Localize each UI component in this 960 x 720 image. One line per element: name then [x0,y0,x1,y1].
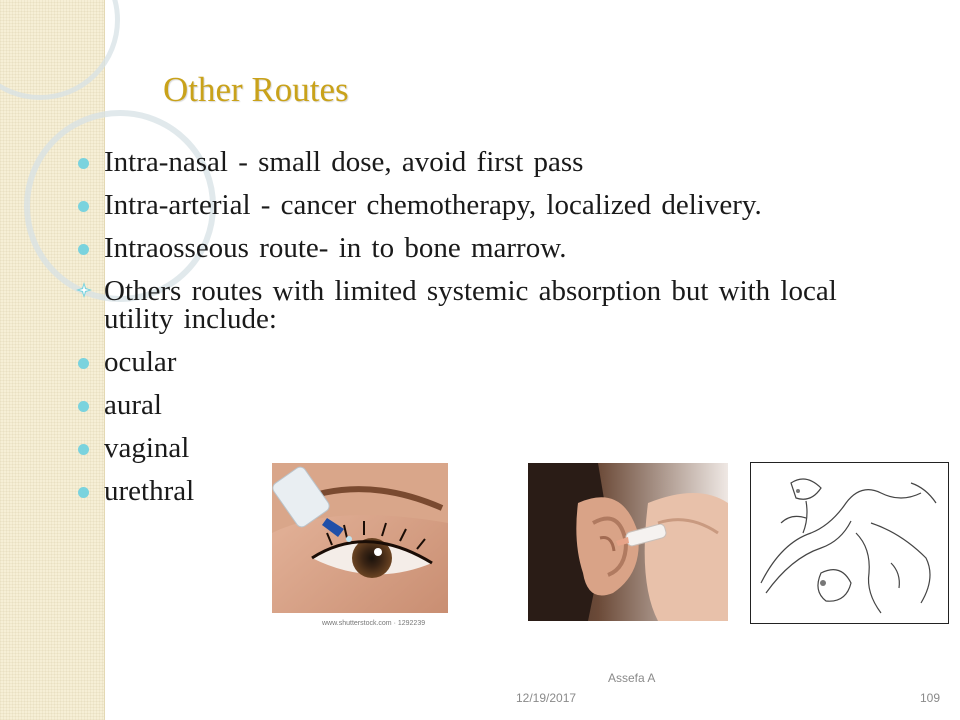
bullet-text: vaginal [104,432,190,464]
bullet-text: Others routes with limited systemic absorption but with local utility include: [104,275,837,335]
eye-drop-photo [272,463,448,631]
bullet-text: ocular [104,346,177,378]
photo-caption: www.shutterstock.com · 1292239 [322,620,426,627]
footer-date: 12/19/2017 [516,691,577,705]
list-item [76,277,876,333]
bullet-dot-icon [78,244,89,255]
list-item [76,348,876,376]
ear-drop-photo [528,463,728,621]
bullet-dot-icon [78,444,89,455]
eye-drop-illustration [272,463,448,631]
slide-title: Other Routes [163,70,349,109]
bullet-dot-icon [78,358,89,369]
list-item [76,191,876,219]
bullet-text: Intraosseous route- in to bone marrow. [104,232,567,264]
bullet-dot-icon [78,201,89,212]
bullet-text: Intra-arterial - cancer chemotherapy, localized delivery. [104,189,762,221]
bullet-text: Intra-nasal - small dose, avoid first pass [104,146,584,178]
ear-drop-illustration [528,463,728,621]
bullet-dot-icon [78,401,89,412]
bullet-text: urethral [104,475,195,507]
list-item [76,148,876,176]
list-item [76,391,876,419]
list-item [76,234,876,262]
footer-page-number: 109 [920,691,941,705]
footer-author: Assefa A [608,671,656,685]
bullet-dot-icon [78,487,89,498]
sketch-illustration [751,463,948,623]
bullet-dot-icon [78,158,89,169]
bullet-text: aural [104,389,162,421]
diamond-bullet-icon [76,282,92,298]
list-item [76,434,876,462]
urethral-sketch [750,462,949,624]
